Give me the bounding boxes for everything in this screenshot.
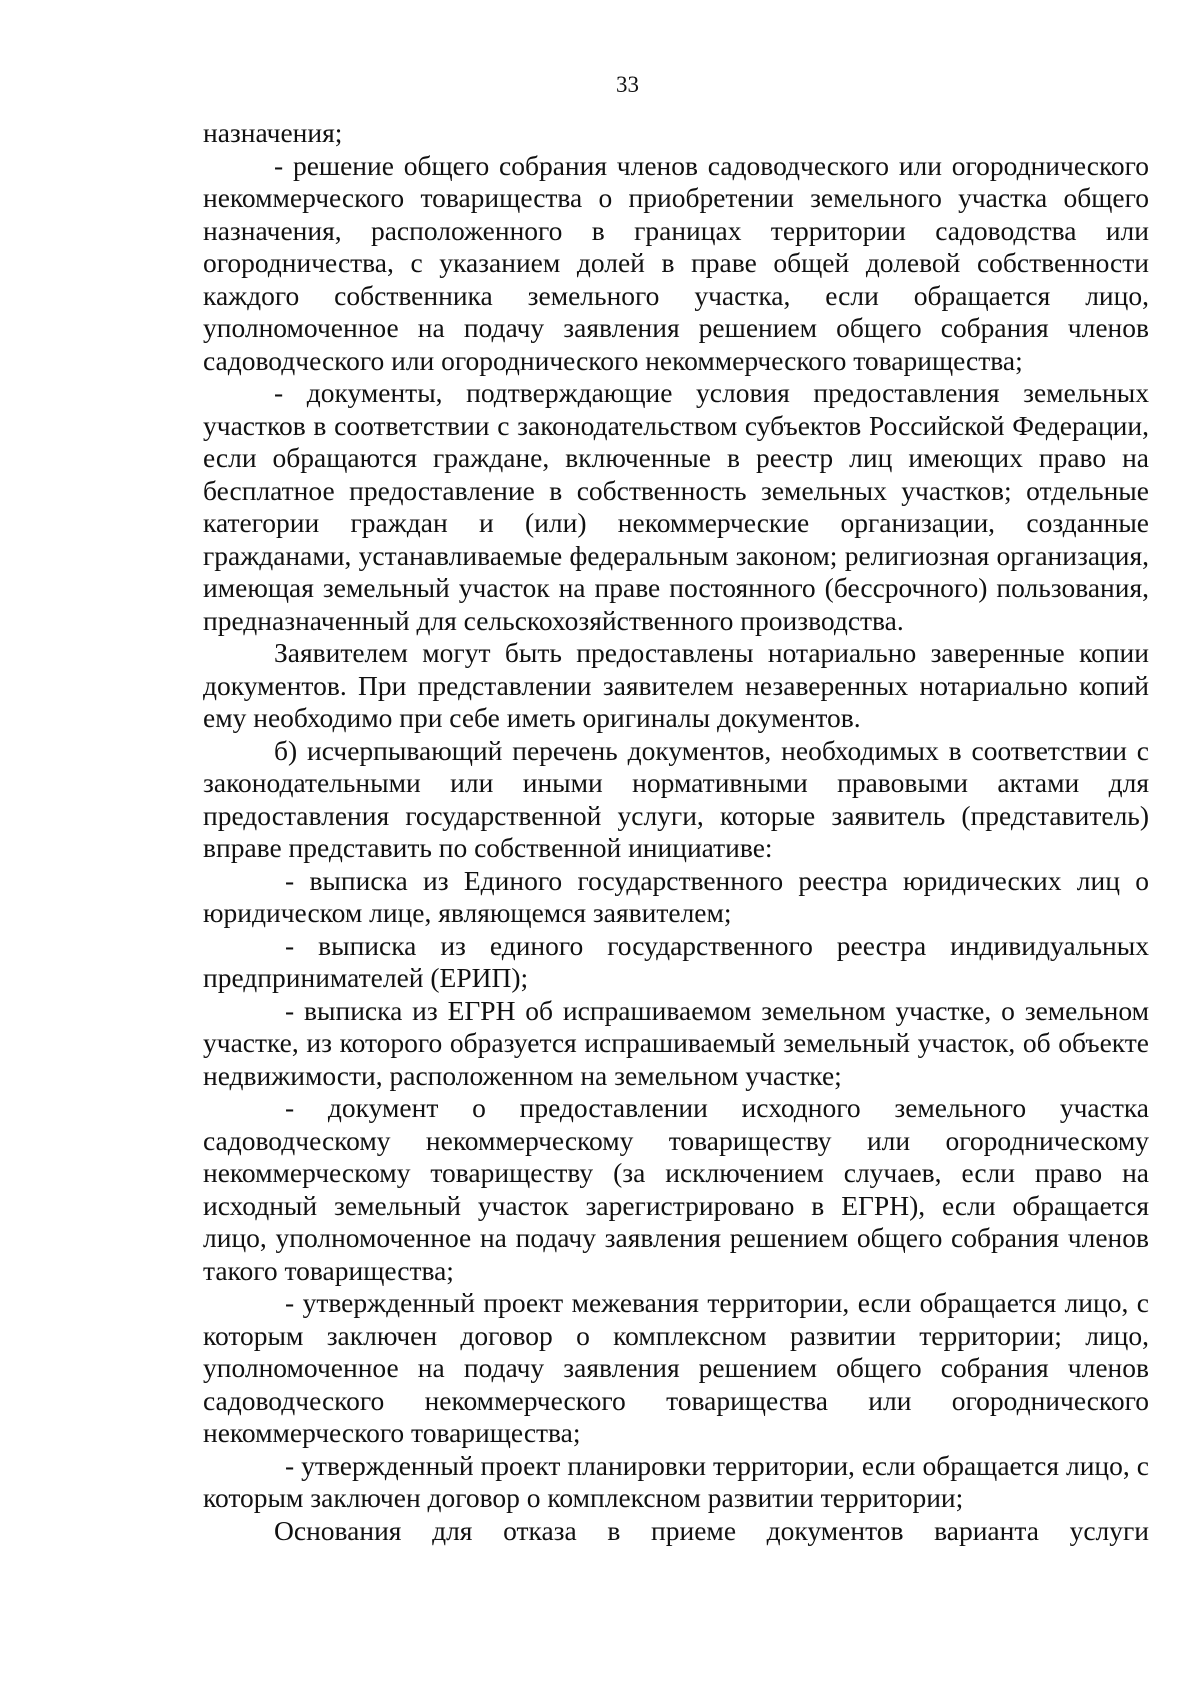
paragraph-documents-list-b: б) исчерпывающий перечень документов, необходимых в соответствии с законодательными или иными нормативными правовыми актами для предоставления государственной услуги, которые заявитель (представитель) вправе представить по собственной инициативе: — [203, 734, 1149, 863]
list-item-conditions-documents: - документы, подтверждающие условия предоставления земельных участков в соответствии с законодательством субъектов Российской Федерации, если обращаются граждане, включенные в реестр лиц имеющих право на бесплатное предоставление в собственность земельных участков; отдельные категории граждан и (или) некоммерческие организации, созданные гражданами, устанавливаемые федеральным законом; религиозная организация, имеющая земельный участок на праве постоянного (бессрочного) пользования, предназначенный для сельскохозяйственного производства. — [203, 377, 1149, 636]
list-item-egrul-extract: - выписка из Единого государственного реестра юридических лиц о юридическом лице, являющемся заявителем; — [203, 864, 1149, 928]
list-item-erip-extract: - выписка из единого государственного реестра индивидуальных предпринимателей (ЕРИП); — [203, 929, 1149, 993]
list-item-land-survey-project: - утвержденный проект межевания территории, если обращается лицо, с которым заключен договор о комплексном развитии территории; лицо, уполномоченное на подачу заявления решением общего собрания членов садоводческого некоммерческого товарищества или огороднического некоммерческого товарищества; — [203, 1287, 1149, 1448]
page-number: 33 — [616, 72, 639, 97]
document-body — [203, 117, 1149, 1547]
list-item-planning-project: - утвержденный проект планировки территории, если обращается лицо, с которым заключен договор о комплексном развитии территории; — [203, 1449, 1149, 1513]
list-item-source-land-document: - документ о предоставлении исходного земельного участка садоводческому некоммерческому товариществу или огородническому некоммерческому товариществу (за исключением случаев, если право на исходный земельный участок зарегистрировано в ЕГРН), если обращается лицо, уполномоченное на подачу заявления решением общего собрания членов такого товарищества; — [203, 1092, 1149, 1286]
list-item-meeting-decision: - решение общего собрания членов садоводческого или огороднического некоммерческого товарищества о приобретении земельного участка общего назначения, расположенного в границах территории садоводства или огородничества, с указанием долей в праве общей долевой собственности каждого собственника земельного участка, если обращается лицо, уполномоченное на подачу заявления решением общего собрания членов садоводческого или огороднического некоммерческого товарищества; — [203, 149, 1149, 376]
list-item-egrn-extract: - выписка из ЕГРН об испрашиваемом земельном участке, о земельном участке, из которого образуется испрашиваемый земельный участок, об объекте недвижимости, расположенном на земельном участке; — [203, 994, 1149, 1091]
paragraph-refusal-grounds: Основания для отказа в приеме документов варианта услуги — [274, 1514, 1149, 1546]
paragraph-notarized-copies: Заявителем могут быть предоставлены нотариально заверенные копии документов. При представлении заявителем незаверенных нотариально копий ему необходимо при себе иметь оригиналы документов. — [203, 637, 1149, 733]
paragraph-continuation: назначения; — [203, 117, 343, 148]
